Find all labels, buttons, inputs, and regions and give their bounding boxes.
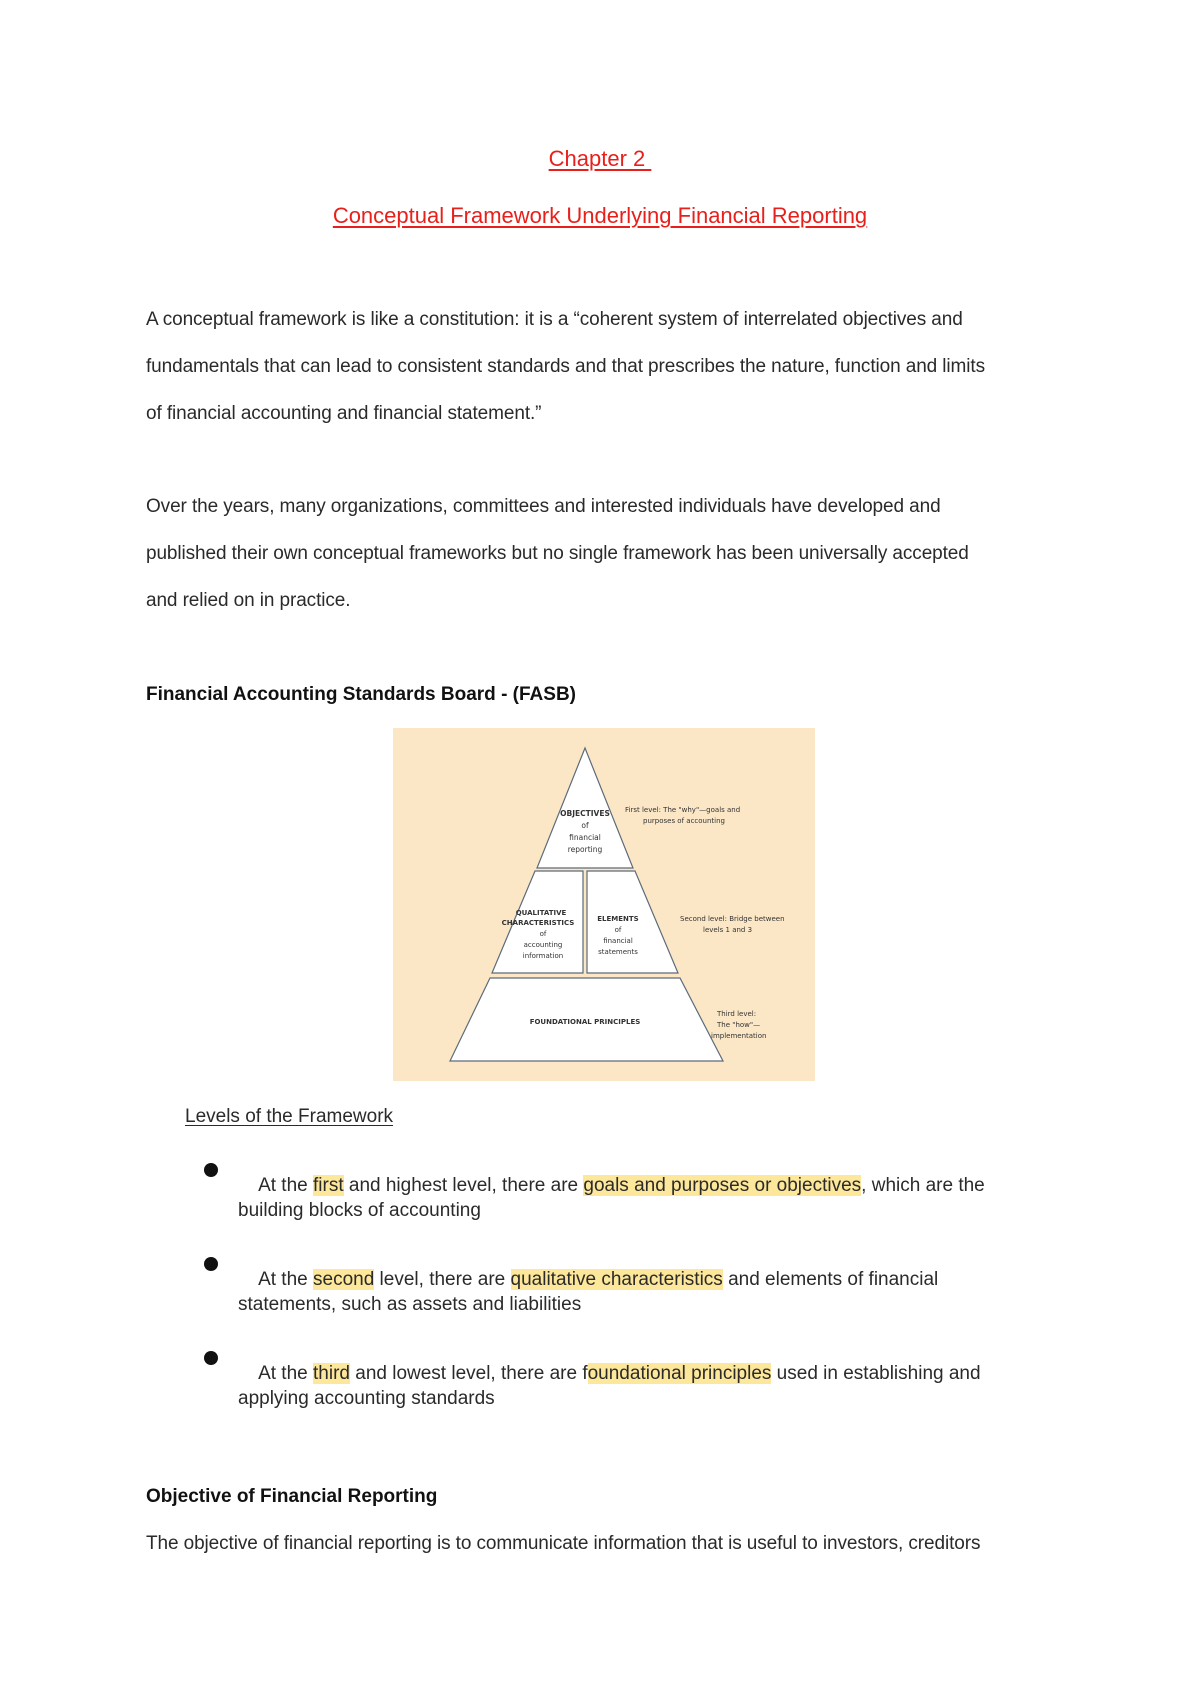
top-box-line-3: financial <box>569 833 601 842</box>
paragraph-1-line-3: of financial accounting and financial statement.” <box>146 403 542 424</box>
bottom-note-line-2: The "how"— <box>717 1021 761 1029</box>
mid-right-line-4: statements <box>598 948 638 956</box>
bullet-3-seg-3: and lowest level, there are f <box>349 1363 588 1384</box>
top-note-line-2: purposes of accounting <box>643 817 725 825</box>
bullet-1-line-2: building blocks of accounting <box>238 1200 481 1221</box>
bullet-2-line-2: statements, such as assets and liabilities <box>238 1294 582 1315</box>
fasb-heading: Financial Accounting Standards Board - (FASB) <box>146 684 576 705</box>
mid-right-line-2: of <box>614 926 622 934</box>
paragraph-2-line-1: Over the years, many organizations, committees and interested individuals have developed and <box>146 496 941 517</box>
mid-right-line-3: financial <box>603 937 633 945</box>
mid-left-line-5: information <box>522 952 564 960</box>
mid-note-line-2: levels 1 and 3 <box>703 926 753 934</box>
bullet-2-seg-5: and elements of financial <box>722 1269 939 1290</box>
objective-line-1: The objective of financial reporting is to communicate information that is useful to investors, creditors <box>146 1533 981 1554</box>
mid-note-line-1: Second level: Bridge between <box>680 915 785 923</box>
bullet-1-seg-5: , which are the <box>861 1175 985 1196</box>
mid-left-line-2: CHARACTERISTICS <box>501 919 575 927</box>
mid-left-line-4: accounting <box>523 941 563 949</box>
chapter-title: Chapter 2 <box>548 146 652 171</box>
top-box-line-1: OBJECTIVES <box>560 809 610 818</box>
bullet-2-highlight-qualitative: qualitative characteristics <box>510 1269 723 1290</box>
mid-right-line-1: ELEMENTS <box>597 915 639 923</box>
bullet-3-seg-1: At the <box>258 1363 313 1384</box>
bullet-1-dot <box>204 1163 218 1177</box>
bullet-3-line-2: applying accounting standards <box>238 1388 495 1409</box>
top-box-line-4: reporting <box>567 845 603 854</box>
bullet-3-dot <box>204 1351 218 1365</box>
bottom-note-line-3: implementation <box>711 1032 767 1040</box>
bullet-1-seg-3: and highest level, there are <box>343 1175 584 1196</box>
levels-heading: Levels of the Framework <box>185 1106 394 1127</box>
top-note-line-1: First level: The "why"—goals and <box>625 806 741 814</box>
bullet-3-seg-5: used in establishing and <box>771 1363 981 1384</box>
bottom-box-label: FOUNDATIONAL PRINCIPLES <box>529 1018 641 1026</box>
framework-pyramid-figure <box>393 728 815 1081</box>
bullet-1-highlight-goals: goals and purposes or objectives <box>583 1175 862 1196</box>
paragraph-2-line-2: published their own conceptual frameworks but no single framework has been universally accepted <box>146 543 969 564</box>
bottom-note-line-1: Third level: <box>717 1010 757 1018</box>
bullet-2-dot <box>204 1257 218 1271</box>
bullet-2-seg-1: At the <box>258 1269 313 1290</box>
bullet-3-highlight-foundational: oundational principles <box>587 1363 772 1384</box>
paragraph-1-line-1: A conceptual framework is like a constitution: it is a “coherent system of interrelated objectives and <box>146 309 963 330</box>
bullet-2-seg-3: level, there are <box>374 1269 511 1290</box>
mid-left-line-3: of <box>539 930 547 938</box>
objective-heading: Objective of Financial Reporting <box>146 1486 438 1507</box>
chapter-subtitle: Conceptual Framework Underlying Financial Reporting <box>332 203 868 228</box>
bullet-2-highlight-second: second <box>313 1269 375 1290</box>
paragraph-2-line-3: and relied on in practice. <box>146 590 351 611</box>
mid-left-line-1: QUALITATIVE <box>515 909 567 917</box>
bullet-1-highlight-first: first <box>313 1175 344 1196</box>
bullet-3-highlight-third: third <box>313 1363 350 1384</box>
top-box-line-2: of <box>581 821 589 830</box>
bullet-1-seg-1: At the <box>258 1175 313 1196</box>
paragraph-1-line-2: fundamentals that can lead to consistent standards and that prescribes the nature, function and limits <box>146 356 985 377</box>
